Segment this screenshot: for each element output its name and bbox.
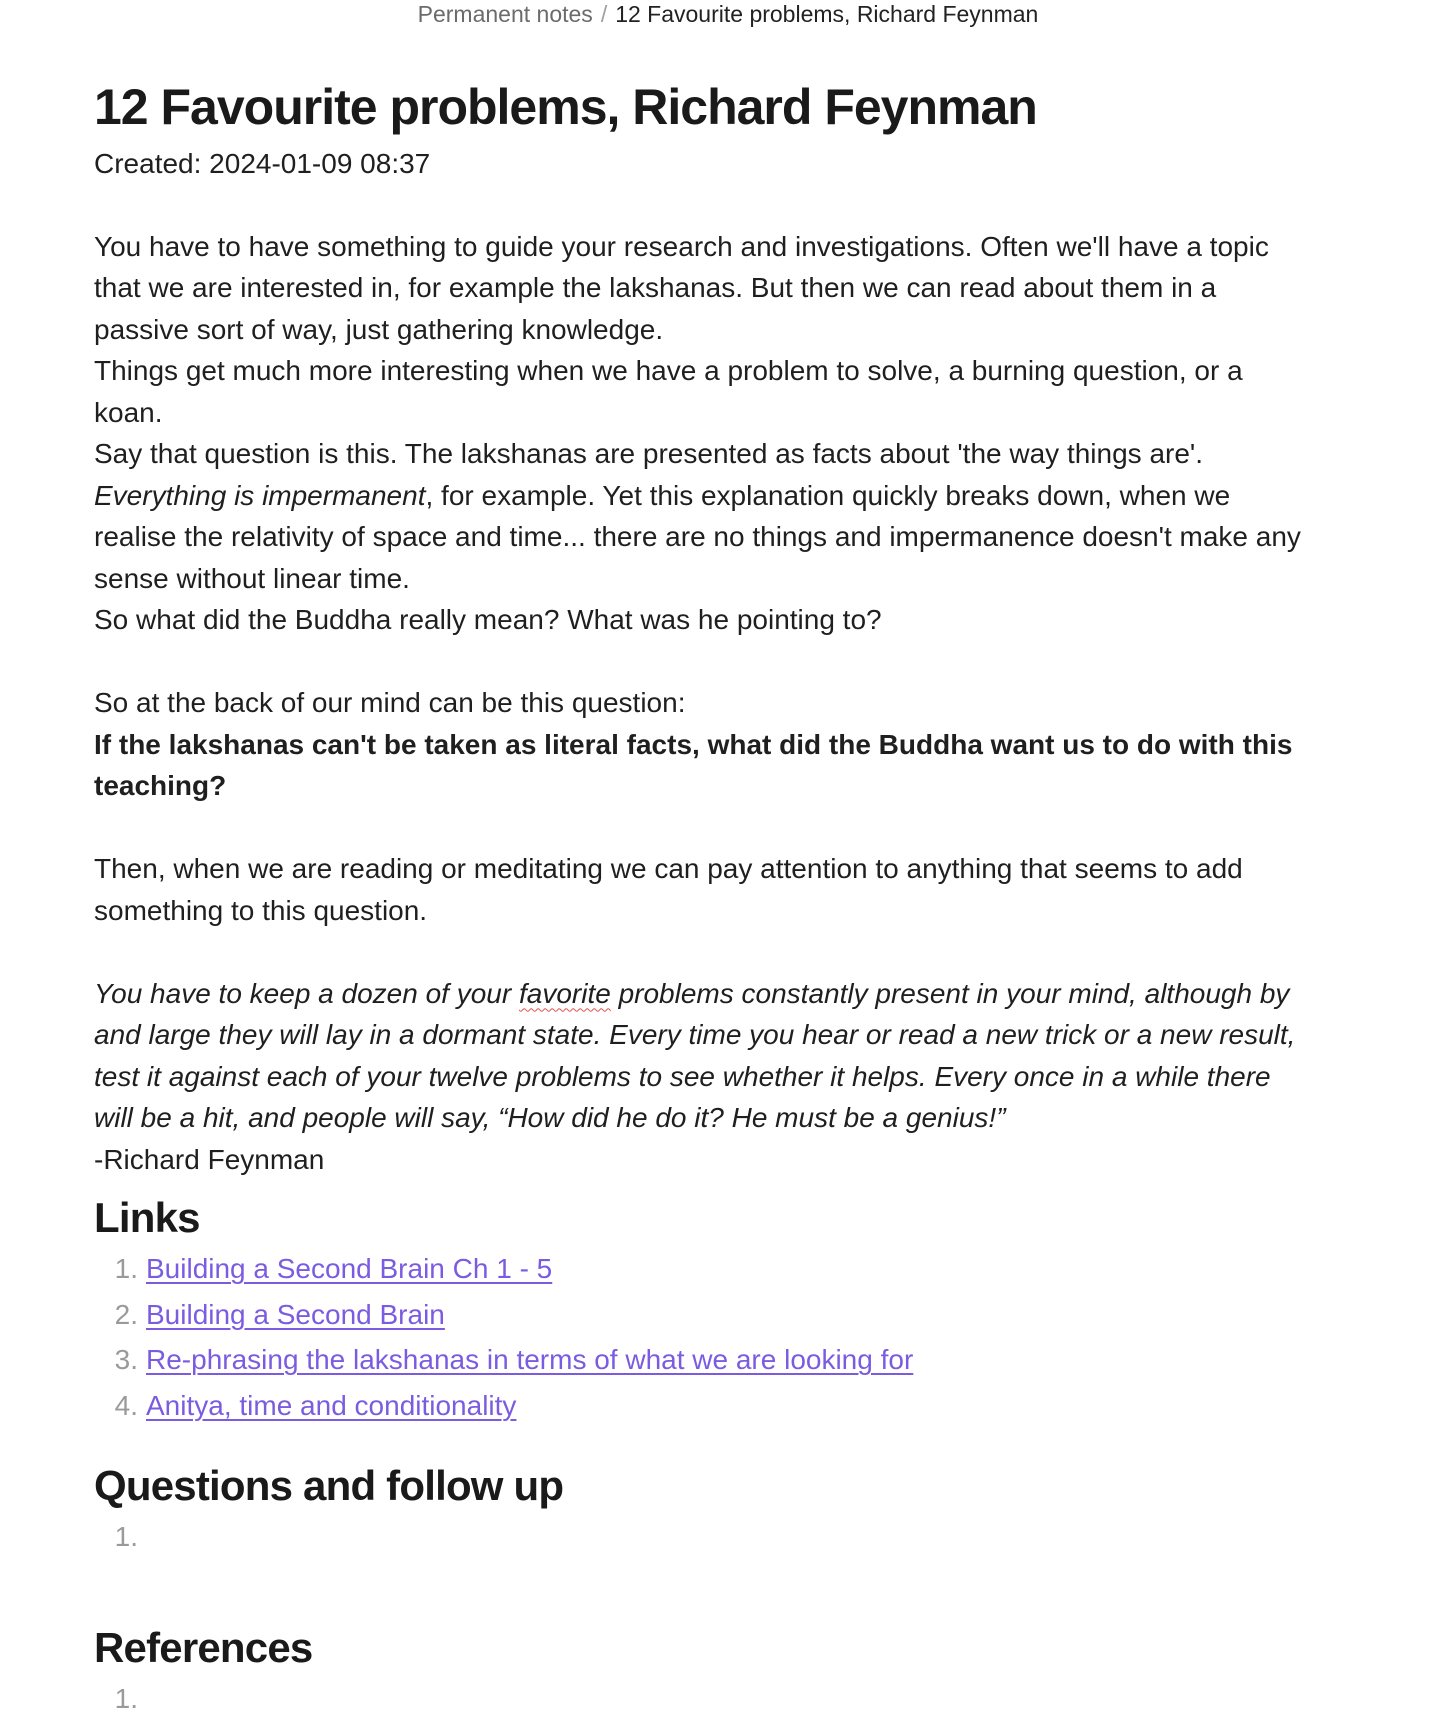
references-heading[interactable]: References: [94, 1623, 313, 1671]
breadcrumb-parent-link[interactable]: Permanent notes: [417, 1, 593, 27]
paragraph-impermanence[interactable]: [94, 475, 1314, 600]
link-building-second-brain[interactable]: Building a Second Brain: [146, 1298, 445, 1330]
paragraph-attention[interactable]: Then, when we are reading or meditating we can pay attention to anything that seems to add something to this question.: [94, 853, 1243, 926]
quote-text-start: You have to keep a dozen of your: [94, 977, 519, 1009]
list-item: [94, 1246, 1314, 1292]
quote-attribution[interactable]: -Richard Feynman: [94, 1143, 325, 1175]
breadcrumb: [0, 0, 1456, 30]
impermanence-text: , for example. Yet this explanation quickly breaks down, when we realise the relativity of space and time... there are no things and impermanence doesn't make any sense without linear time.: [94, 479, 1301, 594]
links-heading[interactable]: Links: [94, 1194, 200, 1241]
paragraph-question-setup[interactable]: Say that question is this. The lakshanas are presented as facts about 'the way things are'.: [94, 438, 1204, 469]
quote-text-end: problems constantly present in your mind, although by and large they will lay in a dormant state. Every time you hear or read a new trick or a new result, test it against each of your twelve problems to see whether it helps. Every once in a while there will be a hit, and people will say, “How did he do it? He must be a genius!”: [94, 977, 1296, 1133]
blank-line: [94, 184, 1314, 226]
list-number: 3.: [114, 1344, 138, 1375]
blank-line: [94, 641, 1314, 683]
list-number: 1.: [114, 1521, 138, 1552]
link-rephrasing-lakshanas[interactable]: Re-phrasing the lakshanas in terms of what we are looking for: [146, 1344, 914, 1375]
list-item: [94, 1292, 1314, 1338]
link-anitya-time-conditionality[interactable]: Anitya, time and conditionality: [146, 1389, 517, 1421]
feynman-quote[interactable]: [94, 973, 1314, 1139]
blank-line: [94, 931, 1314, 973]
breadcrumb-current: 12 Favourite problems, Richard Feynman: [615, 1, 1039, 27]
list-number: 1.: [114, 1682, 138, 1714]
note-content[interactable]: [94, 70, 1314, 1721]
list-item: [94, 1337, 1314, 1383]
list-number: 2.: [114, 1298, 138, 1330]
links-list: [94, 1246, 1314, 1428]
list-item[interactable]: [94, 1514, 1314, 1560]
list-item[interactable]: [94, 1676, 1314, 1722]
impermanent-emphasis: Everything is impermanent: [94, 479, 426, 511]
spellcheck-flagged-word[interactable]: favorite: [518, 977, 611, 1009]
link-building-second-brain-ch1-5[interactable]: Building a Second Brain Ch 1 - 5: [146, 1253, 553, 1284]
blank-line: [94, 807, 1314, 849]
list-item: [94, 1383, 1314, 1429]
key-question[interactable]: If the lakshanas can't be taken as literal facts, what did the Buddha want us to do with this teaching?: [94, 728, 1293, 801]
references-list: [94, 1676, 1314, 1722]
paragraph-back-of-mind[interactable]: So at the back of our mind can be this question:: [94, 687, 686, 718]
paragraph-buddha-question[interactable]: So what did the Buddha really mean? What was he pointing to?: [94, 604, 882, 635]
paragraph-intro[interactable]: You have to have something to guide your research and investigations. Often we'll have a topic that we are interested in, for example the lakshanas. But then we can read about them in a passive sort of way, just gathering knowledge.: [94, 230, 1269, 345]
list-number: 4.: [114, 1389, 138, 1421]
paragraph-problem[interactable]: Things get much more interesting when we have a problem to solve, a burning question, or a koan.: [94, 355, 1243, 428]
created-timestamp[interactable]: Created: 2024-01-09 08:37: [94, 148, 431, 179]
questions-list: [94, 1514, 1314, 1560]
questions-heading[interactable]: Questions and follow up: [94, 1462, 564, 1509]
list-number: 1.: [114, 1253, 138, 1284]
breadcrumb-separator: /: [600, 1, 608, 27]
page-title[interactable]: 12 Favourite problems, Richard Feynman: [94, 79, 1037, 135]
